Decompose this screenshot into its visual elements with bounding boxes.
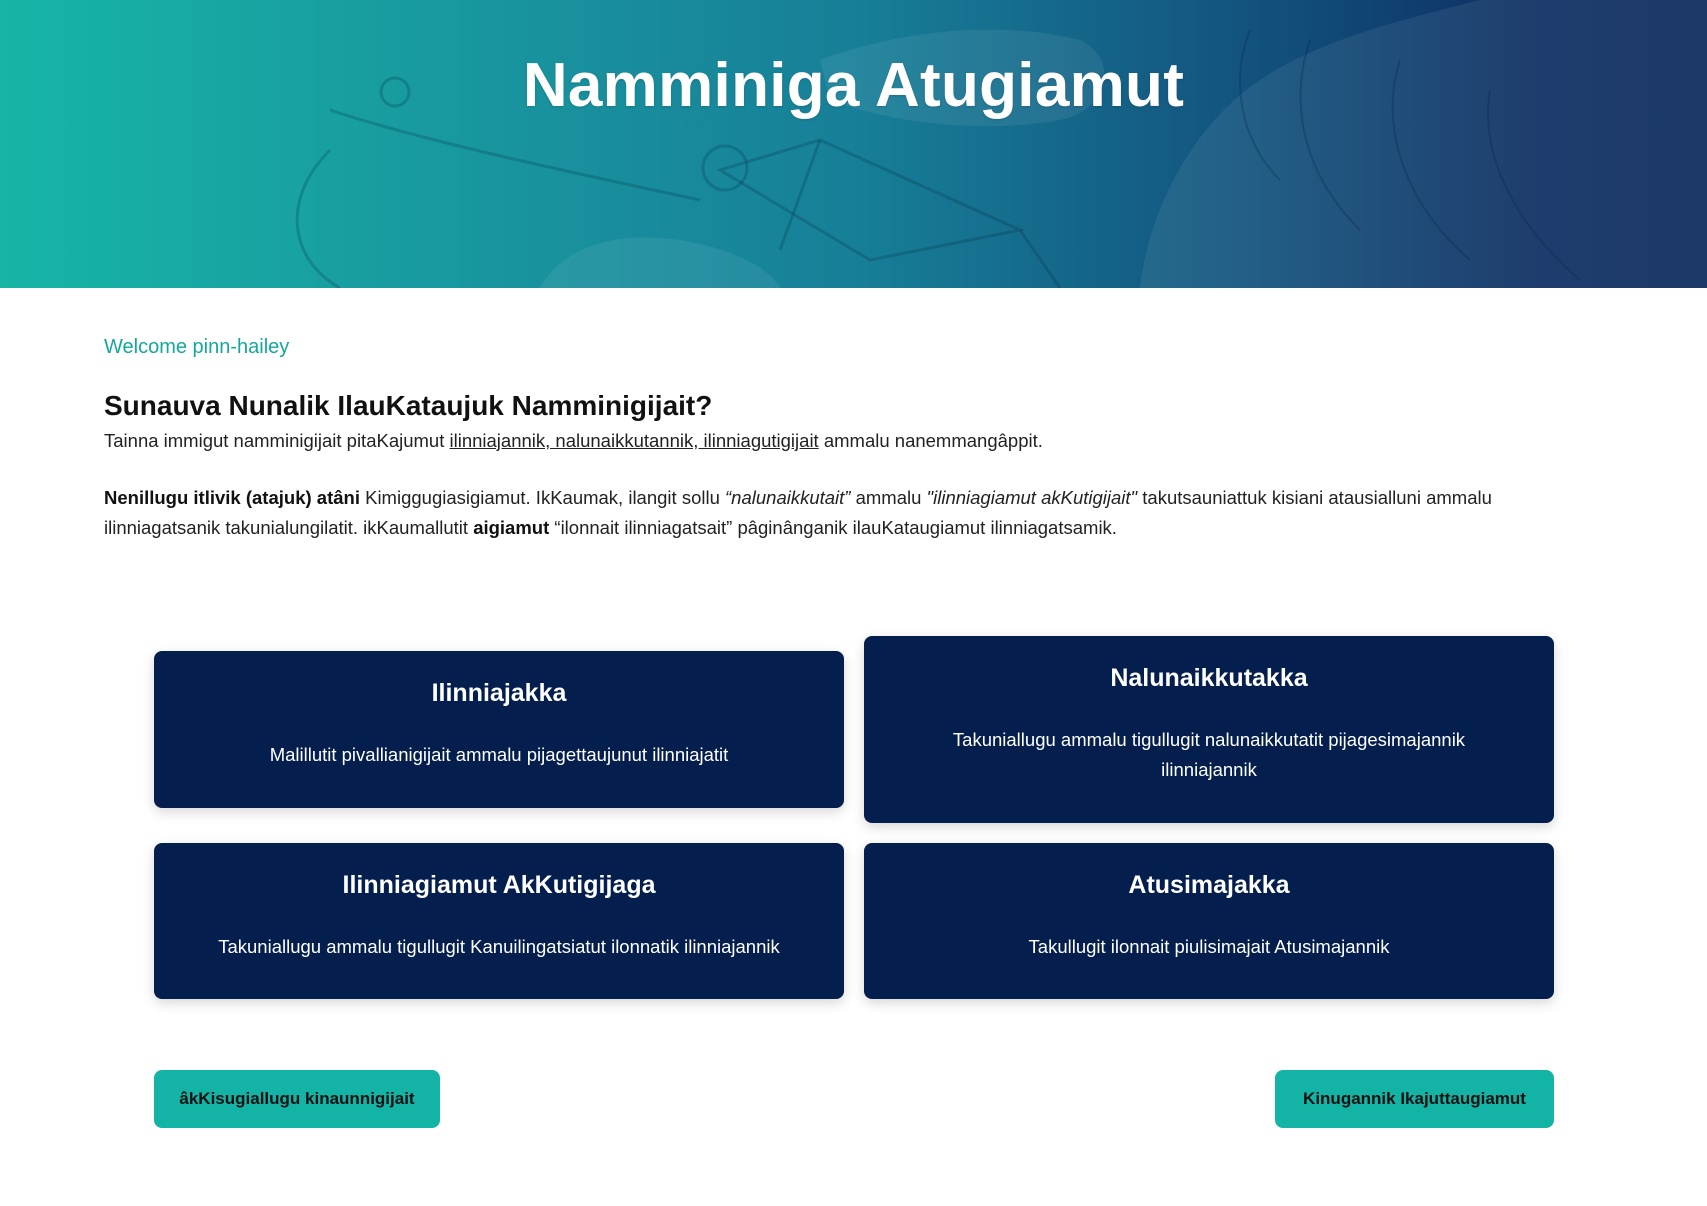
hero-banner	[0, 0, 1707, 288]
note-text-3: takutsauniattuk kisiani atausialluni ammalu ilinniagatsanik takunialungilatit. ikKaumallutit	[104, 487, 1492, 538]
note-bold-2: aigiamut	[473, 517, 550, 538]
request-help-button[interactable]: Kinugannik Ikajuttaugiamut	[1275, 1070, 1554, 1128]
card-title: Ilinniagiamut AkKutigijaga	[342, 871, 656, 899]
instructions-note	[104, 483, 1594, 543]
note-text-1: Kimiggugiasigiamut. IkKaumak, ilangit sollu	[359, 487, 726, 508]
card-learning-path[interactable]	[154, 843, 844, 999]
intro-text-after: ammalu nanemmangâppit.	[818, 430, 1043, 451]
card-title: Atusimajakka	[1128, 871, 1290, 899]
card-my-certificates[interactable]	[864, 636, 1554, 823]
card-description: Malillutit pivallianigijait ammalu pijagettaujunut ilinniajatit	[269, 744, 729, 765]
welcome-message: Welcome pinn-hailey	[104, 336, 290, 358]
intro-text	[104, 430, 1043, 452]
note-text-2: ammalu	[850, 487, 927, 508]
card-my-courses[interactable]	[154, 651, 844, 808]
note-text-4: “ilonnait ilinniagatsait” pâginânganik ilauKataugiamut ilinniagatsamik.	[549, 517, 1117, 538]
card-description: Takullugit ilonnait piulisimajait Atusimajannik	[1028, 936, 1390, 957]
intro-link[interactable]: ilinniajannik, nalunaikkutannik, ilinniagutigijait	[449, 430, 819, 451]
page-title: Namminiga Atugiamut	[522, 51, 1185, 120]
card-title: Ilinniajakka	[431, 679, 567, 707]
card-title: Nalunaikkutakka	[1110, 664, 1308, 692]
note-italic-1: “nalunaikkutait”	[725, 487, 851, 508]
note-italic-2: "ilinniagiamut akKutigijait"	[926, 487, 1138, 508]
edit-profile-button[interactable]: âkKisugiallugu kinaunnigijait	[154, 1070, 440, 1128]
intro-heading: Sunauva Nunalik IlauKataujuk Namminigijait?	[104, 390, 713, 421]
card-my-experiences[interactable]	[864, 843, 1554, 999]
card-description: Takuniallugu ammalu tigullugit nalunaikkutatit pijagesimajannik ilinniajannik	[952, 729, 1466, 780]
intro-text-before: Tainna immigut namminigijait pitaKajumut	[104, 430, 450, 451]
note-bold-1: Nenillugu itlivik (atajuk) atâni	[104, 487, 360, 508]
hero-background-image	[0, 0, 1707, 288]
card-description: Takuniallugu ammalu tigullugit Kanuilingatsiatut ilonnatik ilinniajannik	[218, 936, 780, 957]
